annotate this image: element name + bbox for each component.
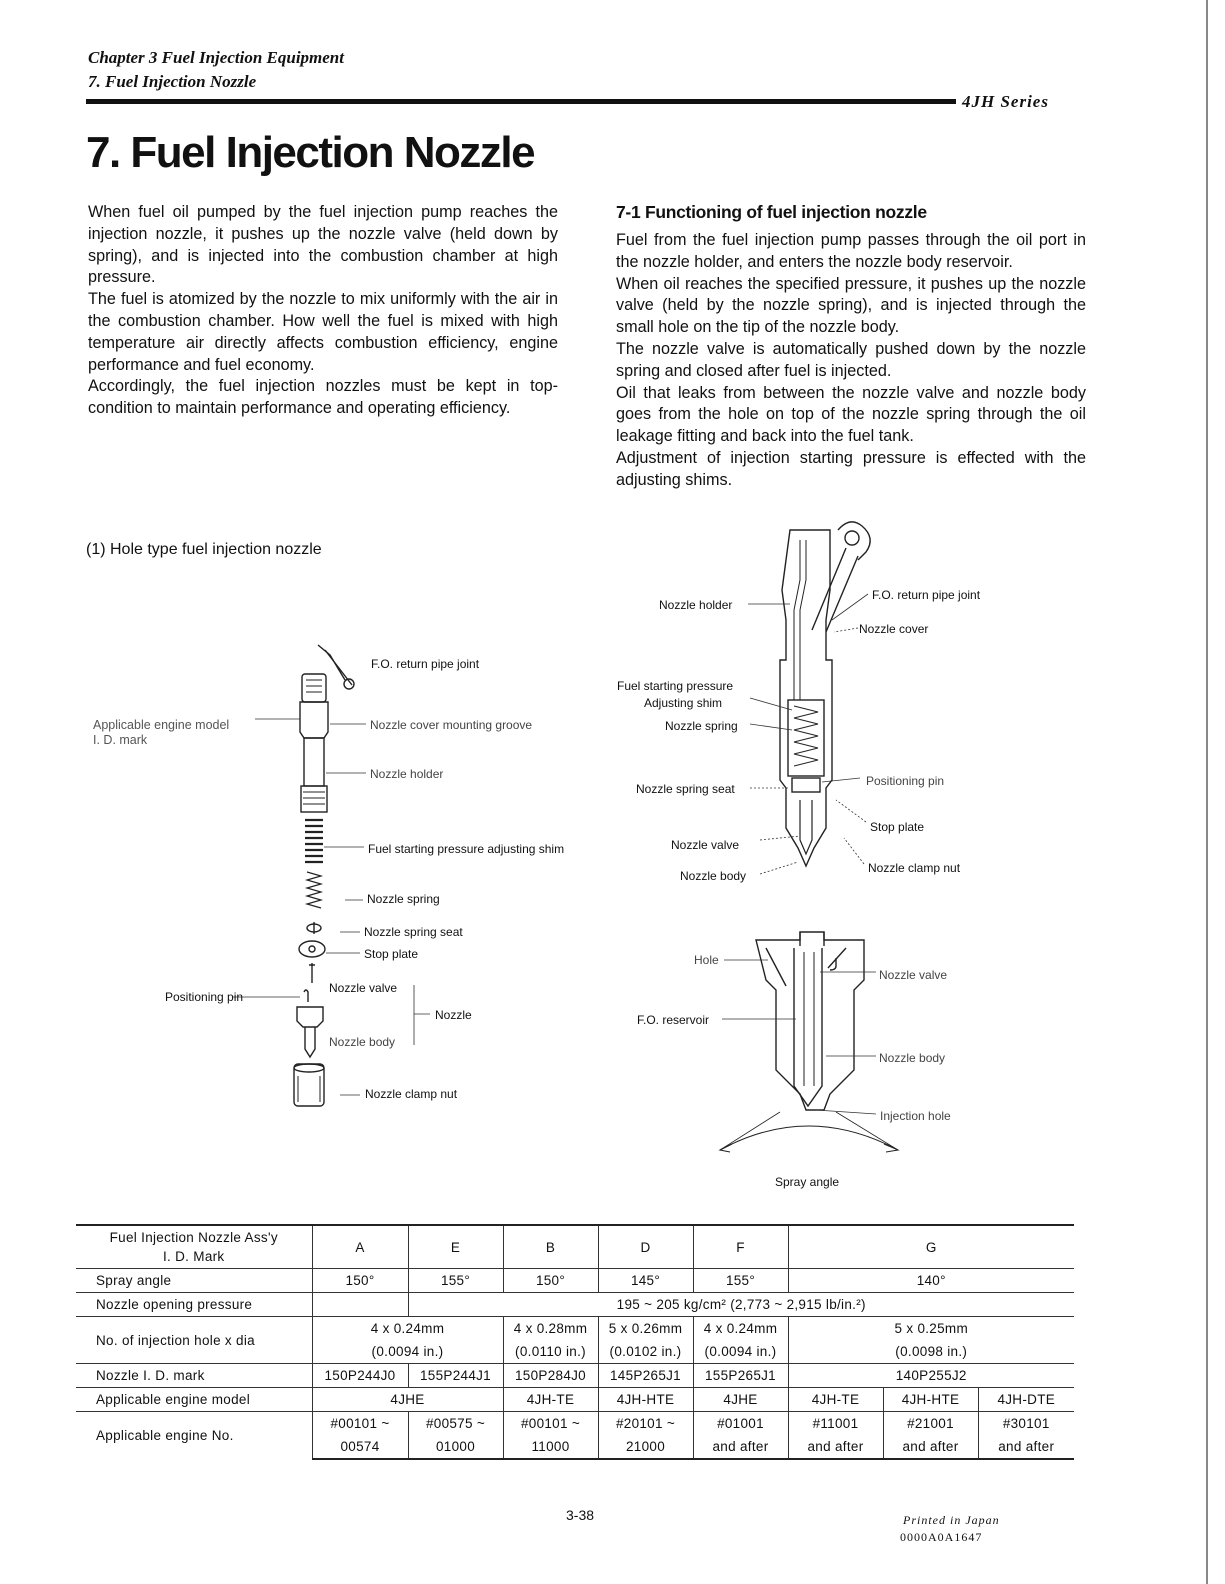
row-header: Nozzle I. D. mark [76,1364,312,1388]
fig2-label: Nozzle holder [659,598,733,612]
table-cell: #00101 ~ [312,1412,408,1436]
table-cell: (0.0094 in.) [693,1340,788,1364]
section-heading: 7-1 Functioning of fuel injection nozzle [616,202,927,222]
fig1-label: Nozzle spring [367,892,440,906]
table-row [76,1388,1074,1412]
table-cell: 145° [598,1269,693,1293]
fig1-label: Nozzle holder [370,767,444,781]
table-cell: 4JH-HTE [598,1388,693,1412]
row-header: No. of injection hole x dia [76,1317,312,1364]
fig2-label: Nozzle body [680,869,747,883]
table-cell: 195 ~ 205 kg/cm² (2,773 ~ 2,915 lb/in.²) [408,1293,1074,1317]
table-cell: 00574 [312,1435,408,1459]
table-cell: 140P255J2 [788,1364,1074,1388]
table-cell: 4 x 0.24mm [693,1317,788,1341]
table-cell: 150P244J0 [312,1364,408,1388]
table-cell: #01001 [693,1412,788,1436]
table-cell: 4JH-TE [788,1388,883,1412]
fig2-label: Nozzle spring seat [636,782,735,796]
fig2-label: Stop plate [870,820,925,834]
table-cell: 4JHE [693,1388,788,1412]
table-cell: B [503,1225,598,1269]
table-cell: 155P244J1 [408,1364,503,1388]
table-cell: 4 x 0.24mm [312,1317,503,1341]
table-cell: and after [883,1435,978,1459]
row-header-line: I. D. Mark [162,1249,225,1264]
table-cell: and after [693,1435,788,1459]
table-cell: #21001 [883,1412,978,1436]
table-cell: A [312,1225,408,1269]
table-cell: (0.0098 in.) [788,1340,1074,1364]
fig3-label: Nozzle valve [879,968,948,982]
fig1-label: Nozzle spring seat [364,925,463,939]
page-number: 3-38 [566,1507,595,1523]
table-cell: 145P265J1 [598,1364,693,1388]
table-cell: and after [978,1435,1074,1459]
fig1-label: Positioning pin [165,990,244,1004]
fig2-label: Fuel starting pressure [617,679,734,693]
document-number: 0000A0A1647 [900,1530,983,1544]
section-header: 7. Fuel Injection Nozzle [88,72,257,91]
intro-paragraph: When fuel oil pumped by the fuel injection pump reaches the injection nozzle, it pushes up the nozzle valve (held down by spring), and is injected into the combustion chamber at high pressure. [88,203,558,287]
fig2-label: Adjusting shim [644,696,723,710]
fig1-label: Nozzle clamp nut [365,1087,458,1101]
fig1-label: Applicable engine model [93,718,230,732]
table-cell: (0.0094 in.) [312,1340,503,1364]
fig2-label: Nozzle clamp nut [868,861,961,875]
table-cell: 4JH-TE [503,1388,598,1412]
fig1-label: Nozzle body [329,1035,396,1049]
table-row [76,1269,1074,1293]
chapter-header: Chapter 3 Fuel Injection Equipment [88,48,344,67]
fig3-label: F.O. reservoir [637,1013,710,1027]
table-cell: 140° [788,1269,1074,1293]
row-header: Nozzle opening pressure [76,1293,312,1317]
row-header [76,1225,312,1269]
table-cell: 21000 [598,1435,693,1459]
table-cell [312,1293,408,1317]
section-paragraph: The nozzle valve is automatically pushed down by the nozzle spring and closed after fuel is injected. [616,339,1086,380]
table-row [76,1225,1074,1269]
table-cell: 5 x 0.26mm [598,1317,693,1341]
table-cell: #11001 [788,1412,883,1436]
table-cell: 155P265J1 [693,1364,788,1388]
table-cell: #00575 ~ [408,1412,503,1436]
table-cell: #20101 ~ [598,1412,693,1436]
fig1-label: Nozzle cover mounting groove [370,718,533,732]
table-cell: E [408,1225,503,1269]
row-header: Applicable engine No. [76,1412,312,1460]
table-cell: F [693,1225,788,1269]
table-cell: 150° [312,1269,408,1293]
row-header-line: Fuel Injection Nozzle Ass'y [109,1230,278,1245]
table-cell: #30101 [978,1412,1074,1436]
table-row [76,1412,1074,1436]
fig1-label: Fuel starting pressure adjusting shim [368,842,565,856]
section-paragraph: Adjustment of injection starting pressure is effected with the adjusting shims. [616,448,1086,489]
fig2-label: Nozzle valve [671,838,740,852]
fig3-label: Hole [694,953,719,967]
table-cell: 4JH-HTE [883,1388,978,1412]
table-cell: (0.0110 in.) [503,1340,598,1364]
fig1-label: Nozzle valve [329,981,398,995]
fig1-label: Nozzle [435,1008,472,1022]
table-cell: #00101 ~ [503,1412,598,1436]
table-row [76,1293,1074,1317]
intro-paragraph: The fuel is atomized by the nozzle to mix uniformly with the air in the combustion chamber. How well the fuel is mixed with high temperature air directly affects combustion efficiency, engine performance and fuel economy. [88,290,558,374]
fig2-label: Positioning pin [866,774,945,788]
table-cell: 4JHE [312,1388,503,1412]
page-title: 7. Fuel Injection Nozzle [86,128,535,177]
table-cell: (0.0102 in.) [598,1340,693,1364]
table-cell: D [598,1225,693,1269]
table-cell: 11000 [503,1435,598,1459]
table-cell: 5 x 0.25mm [788,1317,1074,1341]
table-cell: 155° [693,1269,788,1293]
section-paragraph: Oil that leaks from between the nozzle valve and nozzle body goes from the hole on top of the nozzle spring through the oil leakage fitting and back into the fuel tank. [616,383,1086,446]
table-cell: 155° [408,1269,503,1293]
section-paragraph: When oil reaches the specified pressure, it pushes up the nozzle valve (held by the nozzle spring), and is injected through the small hole on the tip of the nozzle body. [616,274,1086,337]
table-cell: G [788,1225,1074,1269]
table-cell: 4JH-DTE [978,1388,1074,1412]
fig2-label: Nozzle cover [859,622,929,636]
fig1-label: Stop plate [364,947,419,961]
table-cell: 150P284J0 [503,1364,598,1388]
fig2-label: Nozzle spring [665,719,738,733]
series-label: 4JH Series [962,92,1049,111]
section-paragraph: Fuel from the fuel injection pump passes through the oil port in the nozzle holder, and enters the nozzle body reservoir. [616,231,1086,271]
nozzle-spec-table [76,1224,1074,1460]
table-cell: 4 x 0.28mm [503,1317,598,1341]
fig3-label: Nozzle body [879,1051,946,1065]
row-header: Spray angle [76,1269,312,1293]
row-header: Applicable engine model [76,1388,312,1412]
intro-paragraph: Accordingly, the fuel injection nozzles must be kept in top-condition to maintain performance and operating efficiency. [88,377,558,418]
fig2-label: F.O. return pipe joint [872,588,981,602]
printed-note: Printed in Japan [903,1513,1000,1527]
fig3-label: Injection hole [880,1109,951,1123]
figure-caption: (1) Hole type fuel injection nozzle [86,541,322,558]
table-row [76,1364,1074,1388]
table-cell: and after [788,1435,883,1459]
table-cell: 150° [503,1269,598,1293]
table-row [76,1317,1074,1341]
table-cell: 01000 [408,1435,503,1459]
fig1-label: I. D. mark [93,733,148,747]
fig3-label: Spray angle [775,1175,840,1189]
fig1-label: F.O. return pipe joint [371,657,480,671]
